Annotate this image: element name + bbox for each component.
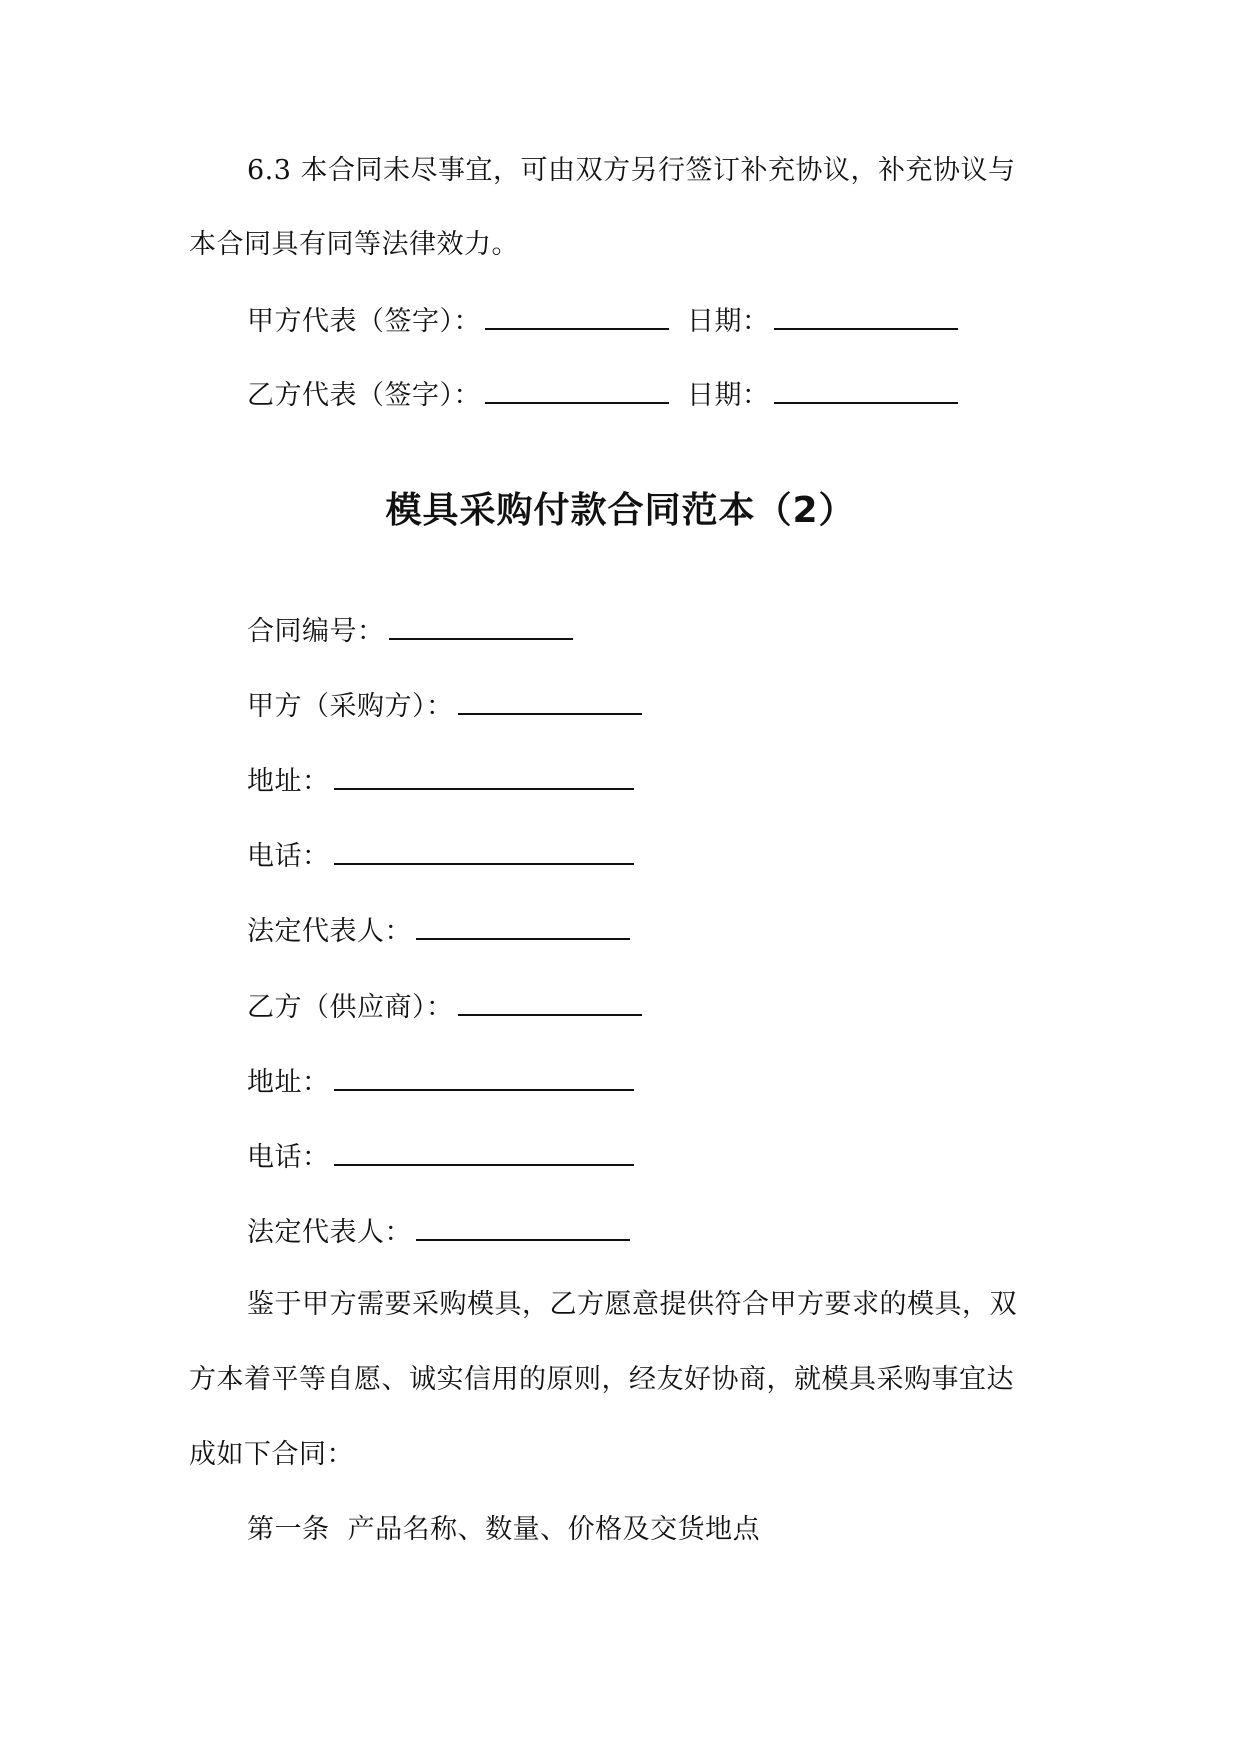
party-a-row <box>247 687 1117 724</box>
party-a-date-label: 日期： <box>687 306 770 337</box>
address-a-blank[interactable] <box>334 762 634 790</box>
party-a-label: 甲方（采购方）： <box>247 691 454 722</box>
clause-6-3-line-2: 本合同具有同等法律效力。 <box>189 229 519 260</box>
clause-6-3-line-1: 6.3 本合同未尽事宜，可由双方另行签订补充协议，补充协议与 <box>247 155 1016 186</box>
party-a-signature-label: 甲方代表（签字）： <box>247 306 481 337</box>
phone-b-label: 电话： <box>247 1142 330 1173</box>
contract-no-label: 合同编号： <box>247 616 385 647</box>
address-b-row <box>247 1063 1117 1100</box>
party-b-blank[interactable] <box>458 988 642 1016</box>
party-a-signature-row <box>247 302 1117 339</box>
document-title: 模具采购付款合同范本（2） <box>385 490 856 531</box>
legal-rep-a-blank[interactable] <box>416 912 630 940</box>
phone-a-row <box>247 837 1117 874</box>
party-b-row <box>247 988 1117 1025</box>
party-a-signature-blank[interactable] <box>485 302 669 330</box>
legal-rep-b-blank[interactable] <box>416 1213 630 1241</box>
legal-rep-b-row <box>247 1213 1117 1250</box>
address-b-blank[interactable] <box>334 1063 634 1091</box>
preamble-line-1: 鉴于甲方需要采购模具，乙方愿意提供符合甲方要求的模具，双 <box>247 1289 1017 1320</box>
party-a-date-blank[interactable] <box>774 302 958 330</box>
address-b-label: 地址： <box>247 1067 330 1098</box>
party-b-signature-label: 乙方代表（签字）： <box>247 380 481 411</box>
legal-rep-a-label: 法定代表人： <box>247 916 412 947</box>
address-a-row <box>247 762 1117 799</box>
phone-a-blank[interactable] <box>334 837 634 865</box>
party-b-date-label: 日期： <box>687 380 770 411</box>
address-a-label: 地址： <box>247 766 330 797</box>
phone-a-label: 电话： <box>247 841 330 872</box>
preamble-line-2: 方本着平等自愿、诚实信用的原则，经友好协商，就模具采购事宜达 <box>189 1364 1014 1395</box>
party-b-date-blank[interactable] <box>774 376 958 404</box>
legal-rep-a-row <box>247 912 1117 949</box>
preamble-line-3: 成如下合同： <box>189 1439 354 1470</box>
party-b-signature-blank[interactable] <box>485 376 669 404</box>
party-a-blank[interactable] <box>458 687 642 715</box>
party-b-signature-row <box>247 376 1117 413</box>
phone-b-row <box>247 1138 1117 1175</box>
article-1-heading: 第一条 产品名称、数量、价格及交货地点 <box>247 1514 761 1545</box>
legal-rep-b-label: 法定代表人： <box>247 1217 412 1248</box>
phone-b-blank[interactable] <box>334 1138 634 1166</box>
party-b-label: 乙方（供应商）： <box>247 992 454 1023</box>
contract-no-blank[interactable] <box>389 612 573 640</box>
contract-no-row <box>247 612 1117 649</box>
